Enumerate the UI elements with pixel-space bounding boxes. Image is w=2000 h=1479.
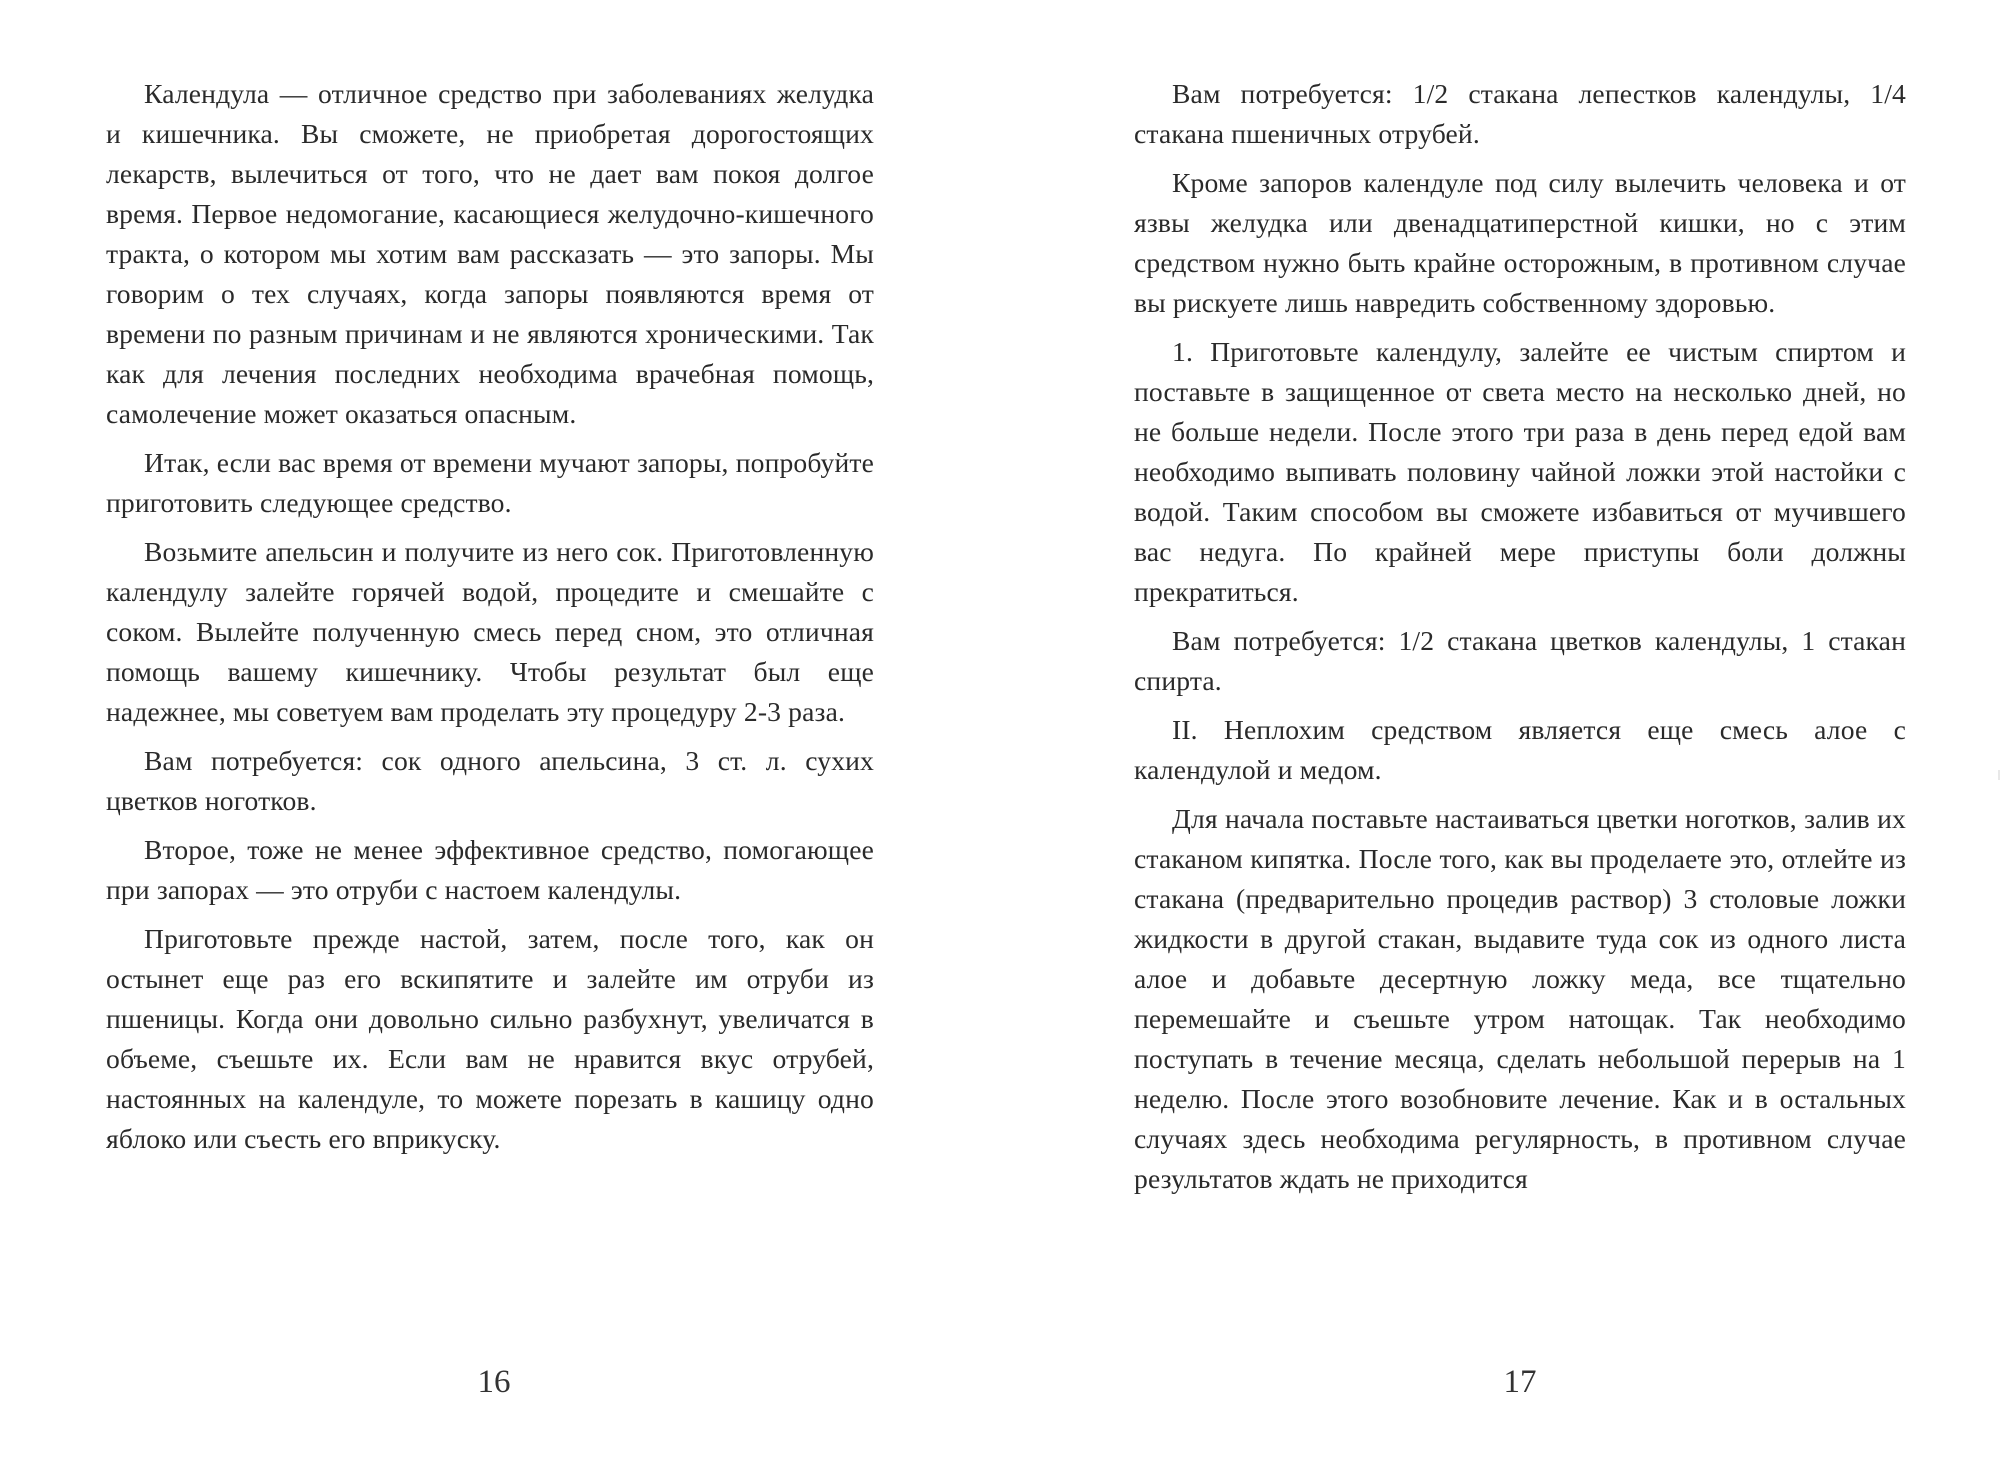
page-number-right: 17	[1503, 1364, 1537, 1400]
paragraph: Вам потребуется: 1/2 стакана лепестков календулы, 1/4 стакана пшеничных отрубей.	[1134, 78, 1906, 149]
left-page	[106, 74, 874, 1168]
right-page	[1134, 74, 1906, 1208]
paragraph: Вам потребуется: сок одного апельсина, 3 ст. л. сухих цветков ноготков.	[106, 745, 874, 816]
paragraph: II. Неплохим средством является еще смесь алое с календулой и медом.	[1134, 714, 1906, 785]
paragraph: Второе, тоже не менее эффективное средство, помогающее при запорах — это отруби с настоем календулы.	[106, 834, 874, 905]
paragraph: Для начала поставьте настаиваться цветки ноготков, залив их стаканом кипятка. После того, как вы проделаете это, отлейте из стакана (предварительно процедив раствор) 3 столовые ложки жидкости в другой стакан, выдавите туда сок из одного листа алое и добавьте десертную ложку меда, все тщательно перемешайте и съешьте утром натощак. Так необходимо поступать в течение месяца, сделать небольшой перерыв на 1 неделю. После этого возобновите лечение. Как и в остальных случаях здесь необходима регулярность, в противном случае результатов ждать не приходится	[1134, 803, 1906, 1194]
right-page-text	[1134, 74, 1906, 1199]
paragraph: 1. Приготовьте календулу, залейте ее чистым спиртом и поставьте в защищенное от света место на несколько дней, но не больше недели. После этого три раза в день перед едой вам необходимо выпивать половину чайной ложки этой настойки с водой. Таким способом вы сможете избавиться от мучившего вас недуга. По крайней мере приступы боли должны прекратиться.	[1134, 336, 1906, 607]
page-number-left: 16	[477, 1364, 511, 1400]
paragraph: Кроме запоров календуле под силу вылечить человека и от язвы желудка или двенадцатиперстной кишки, но с этим средством нужно быть крайне осторожным, в противном случае вы рискуете лишь навредить собственному здоровью.	[1134, 167, 1906, 318]
paragraph: Возьмите апельсин и получите из него сок. Приготовленную календулу залейте горячей водой, процедите и смешайте с соком. Вылейте полученную смесь перед сном, это отличная помощь вашему кишечнику. Чтобы результат был еще надежнее, мы советуем вам проделать эту процедуру 2-3 раза.	[106, 536, 874, 727]
paragraph: Приготовьте прежде настой, затем, после того, как он остынет еще раз его вскипятите и залейте им отруби из пшеницы. Когда они довольно сильно разбухнут, увеличатся в объеме, съешьте их. Если вам не нравится вкус отрубей, настоянных на календуле, то можете порезать в кашицу одно яблоко или съесть его вприкуску.	[106, 923, 874, 1154]
paragraph: Итак, если вас время от времени мучают запоры, попробуйте приготовить следующее средство.	[106, 447, 874, 518]
paragraph: Вам потребуется: 1/2 стакана цветков календулы, 1 стакан спирта.	[1134, 625, 1906, 696]
paragraph: Календула — отличное средство при заболеваниях желудка и кишечника. Вы сможете, не приобретая дорогостоящих лекарств, вылечиться от того, что не дает вам покоя долгое время. Первое недомогание, касающиеся желудочно-кишечного тракта, о котором мы хотим вам рассказать — это запоры. Мы говорим о тех случаях, когда запоры появляются время от времени по разным причинам и не являются хроническими. Так как для лечения последних необходима врачебная помощь, самолечение может оказаться опасным.	[106, 78, 874, 429]
left-page-text	[106, 74, 874, 1159]
